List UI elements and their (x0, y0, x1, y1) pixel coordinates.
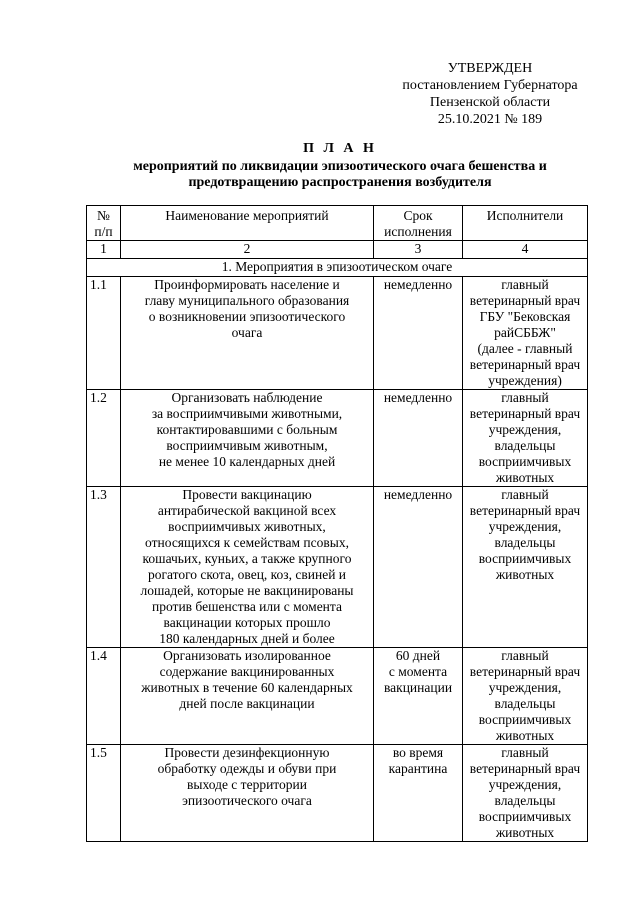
row-term: немедленно (374, 487, 463, 648)
column-number: 1 (87, 241, 121, 259)
row-action: Организовать изолированное содержание вакцинированных животных в течение 60 календарных дней после вакцинации (121, 648, 374, 745)
column-number: 2 (121, 241, 374, 259)
row-number: 1.2 (87, 390, 121, 487)
row-number: 1.1 (87, 277, 121, 390)
measures-table (86, 205, 588, 842)
approval-block (392, 60, 588, 128)
row-term: во время карантина (374, 745, 463, 842)
header-action: Наименование мероприятий (121, 206, 374, 241)
row-action: Проинформировать население и главу муниципального образования о возникновении эпизоотического очага (121, 277, 374, 390)
row-executors: главный ветеринарный врач учреждения, владельцы восприимчивых животных (463, 390, 588, 487)
header-term: Срок исполнения (374, 206, 463, 241)
column-number: 4 (463, 241, 588, 259)
row-executors: главный ветеринарный врач учреждения, владельцы восприимчивых животных (463, 487, 588, 648)
row-action: Провести вакцинацию антирабической вакциной всех восприимчивых животных, относящихся к семействам псовых, кошачьих, куньих, а также крупного рогатого скота, овец, коз, свиней и лошадей, которые не вакцинированы против бешенства или с момента вакцинации которых прошло 180 календарных дней и более (121, 487, 374, 648)
row-term: немедленно (374, 277, 463, 390)
section-row (87, 259, 588, 277)
row-executors: главный ветеринарный врач учреждения, владельцы восприимчивых животных (463, 745, 588, 842)
header-executors: Исполнители (463, 206, 588, 241)
table-header-row (87, 206, 588, 241)
row-action: Организовать наблюдение за восприимчивыми животными, контактировавшими с больным восприимчивым животным, не менее 10 календарных дней (121, 390, 374, 487)
approval-status: УТВЕРЖДЕН (447, 61, 533, 76)
row-number: 1.3 (87, 487, 121, 648)
approval-date-number: 25.10.2021 № 189 (437, 112, 543, 127)
table-row (87, 487, 588, 648)
row-executors: главный ветеринарный врач учреждения, владельцы восприимчивых животных (463, 648, 588, 745)
table-row (87, 745, 588, 842)
row-action: Провести дезинфекционную обработку одежды и обуви при выходе с территории эпизоотического очага (121, 745, 374, 842)
document-subtitle: мероприятий по ликвидации эпизоотического очага бешенства и предотвращению распространения возбудителя (133, 159, 547, 190)
row-term: немедленно (374, 390, 463, 487)
column-number: 3 (374, 241, 463, 259)
row-term: 60 дней с момента вакцинации (374, 648, 463, 745)
row-executors: главный ветеринарный врач ГБУ "Бековская райСББЖ" (далее - главный ветеринарный врач учреждения) (463, 277, 588, 390)
table-row (87, 390, 588, 487)
column-numbers-row (87, 241, 588, 259)
section-title: 1. Мероприятия в эпизоотическом очаге (87, 259, 588, 277)
document-title: П Л А Н (303, 141, 377, 156)
table-row (87, 277, 588, 390)
row-number: 1.4 (87, 648, 121, 745)
header-number: № п/п (87, 206, 121, 241)
table-row (87, 648, 588, 745)
approval-authority: постановлением Губернатора (402, 78, 578, 93)
approval-region: Пензенской области (429, 95, 551, 110)
row-number: 1.5 (87, 745, 121, 842)
